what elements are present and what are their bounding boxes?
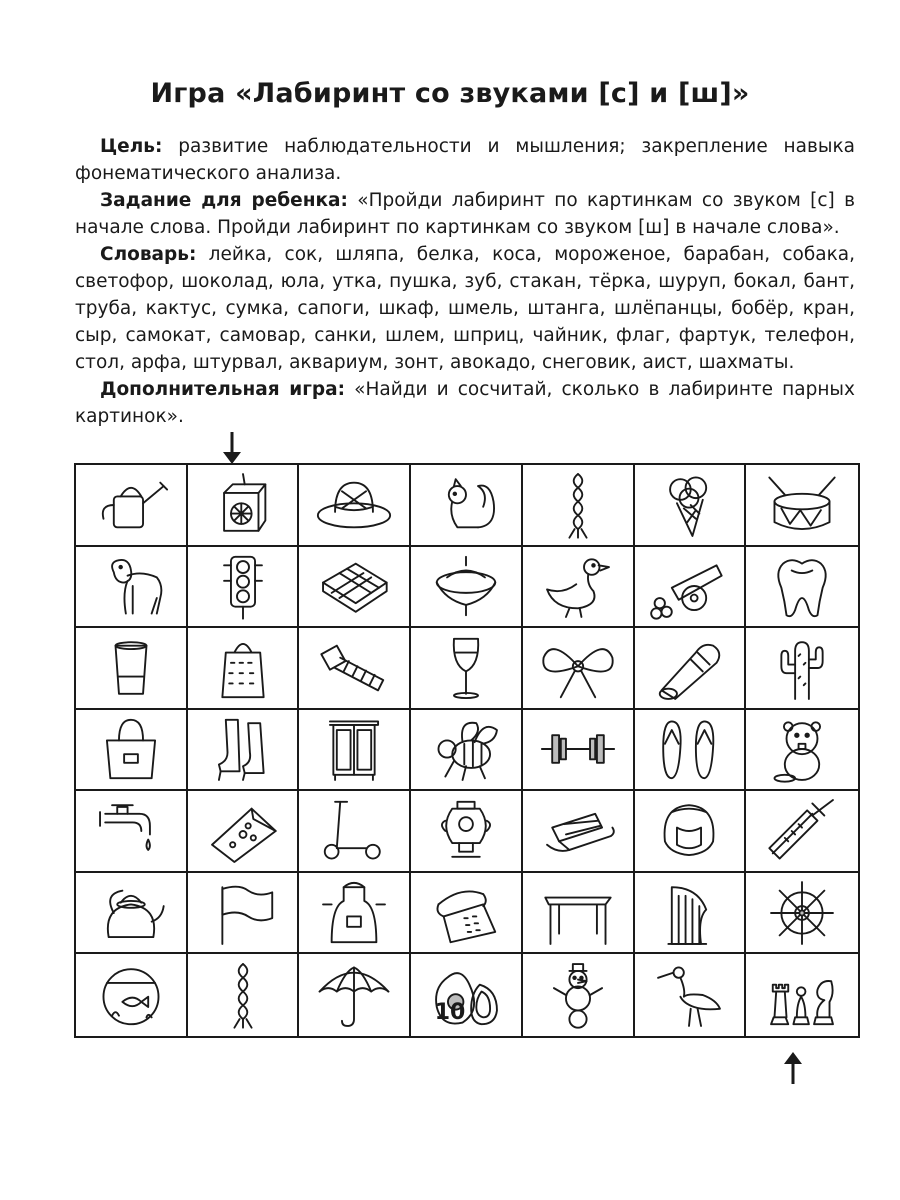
helmet-icon (646, 796, 732, 866)
maze-cell-r5-c2 (188, 791, 300, 873)
tooth-icon (759, 551, 845, 621)
beaver-icon (759, 714, 845, 784)
barbell-icon (535, 714, 621, 784)
page-number: 10 (434, 1000, 466, 1025)
maze-cell-r2-c6 (635, 547, 747, 629)
maze-cell-r6-c2 (188, 873, 300, 955)
squirrel-icon (423, 470, 509, 540)
ice-cream-icon (646, 470, 732, 540)
maze-cell-r4-c6 (635, 710, 747, 792)
duck-icon (535, 551, 621, 621)
maze-cell-r2-c5 (523, 547, 635, 629)
maze-cell-r4-c2 (188, 710, 300, 792)
trumpet-icon (646, 633, 732, 703)
maze-cell-r6-c6 (635, 873, 747, 955)
maze-cell-r3-c3 (299, 628, 411, 710)
samovar-icon (423, 796, 509, 866)
syringe-icon (759, 796, 845, 866)
maze-cell-r5-c4 (411, 791, 523, 873)
maze-cell-r6-c5 (523, 873, 635, 955)
maze-cell-r3-c6 (635, 628, 747, 710)
cactus-icon (759, 633, 845, 703)
extra-label: Дополнительная игра: (100, 379, 346, 400)
harp-icon (646, 878, 732, 948)
bumblebee-icon (423, 714, 509, 784)
maze-cell-r1-c1 (76, 465, 188, 547)
goal-label: Цель: (100, 136, 163, 157)
telephone-icon (423, 878, 509, 948)
maze-cell-r5-c7 (746, 791, 858, 873)
watering-can-icon (88, 470, 174, 540)
goal-text: развитие наблюдательности и мышления; закрепление навыка фонематического анализа. (75, 136, 855, 184)
cheese-icon (200, 796, 286, 866)
braid-icon (535, 470, 621, 540)
scooter-icon (311, 796, 397, 866)
wine-glass-icon (423, 633, 509, 703)
maze-cell-r4-c3 (299, 710, 411, 792)
screw-icon (311, 633, 397, 703)
maze-cell-r2-c2 (188, 547, 300, 629)
maze-cell-r6-c1 (76, 873, 188, 955)
task-text: «Пройди лабиринт по картинкам со звуком [с] в начале слова. Пройди лабиринт по картинкам со звуком [ш] в начале слова». (75, 190, 855, 238)
bow-icon (535, 633, 621, 703)
maze-cell-r3-c5 (523, 628, 635, 710)
maze-cell-r1-c6 (635, 465, 747, 547)
hat-icon (311, 470, 397, 540)
extra-text: «Найди и сосчитай, сколько в лабиринте парных картинок». (75, 379, 855, 427)
ship-wheel-icon (759, 878, 845, 948)
kettle-icon (88, 878, 174, 948)
maze-cell-r5-c3 (299, 791, 411, 873)
faucet-icon (88, 796, 174, 866)
extra-game-paragraph (75, 376, 855, 430)
maze-cell-r1-c2 (188, 465, 300, 547)
maze-cell-r6-c7 (746, 873, 858, 955)
maze-cell-r4-c1 (76, 710, 188, 792)
maze-grid (74, 463, 860, 1038)
maze-cell-r5-c6 (635, 791, 747, 873)
maze-cell-r1-c7 (746, 465, 858, 547)
maze-cell-r2-c7 (746, 547, 858, 629)
maze-cell-r2-c1 (76, 547, 188, 629)
drum-icon (759, 470, 845, 540)
maze-cell-r2-c4 (411, 547, 523, 629)
maze-cell-r3-c4 (411, 628, 523, 710)
cannon-icon (646, 551, 732, 621)
page-title: Игра «Лабиринт со звуками [с] и [ш]» (150, 78, 750, 109)
maze-cell-r4-c4 (411, 710, 523, 792)
flag-icon (200, 878, 286, 948)
dog-icon (88, 551, 174, 621)
traffic-light-icon (200, 551, 286, 621)
maze-cell-r6-c3 (299, 873, 411, 955)
maze-cell-r1-c3 (299, 465, 411, 547)
chocolate-icon (311, 551, 397, 621)
vocabulary-label: Словарь: (100, 244, 197, 265)
up-arrow-icon (780, 1050, 806, 1086)
sled-icon (535, 796, 621, 866)
vocabulary-text: лейка, сок, шляпа, белка, коса, мороженое, барабан, собака, светофор, шоколад, юла, утка, пушка, зуб, стакан, тёрка, шуруп, бокал, бант, труба, кактус, сумка, сапоги, шкаф, шмель, штанга, шлёпанцы, бобёр, кран, сыр, самокат, самовар, санки, шлем, шприц, чайник, флаг, фартук, телефон, стол, арфа, штурвал, аквариум, зонт, авокадо, снеговик, аист, шахматы. (75, 244, 855, 373)
spinning-top-icon (423, 551, 509, 621)
juice-box-icon (200, 470, 286, 540)
maze-cell-r5-c1 (76, 791, 188, 873)
maze-cell-r4-c7 (746, 710, 858, 792)
bag-icon (88, 714, 174, 784)
glass-icon (88, 633, 174, 703)
vocabulary-paragraph (75, 241, 855, 376)
boots-icon (200, 714, 286, 784)
wardrobe-icon (311, 714, 397, 784)
maze-cell-r4-c5 (523, 710, 635, 792)
task-paragraph (75, 187, 855, 241)
table-icon (535, 878, 621, 948)
maze-cell-r2-c3 (299, 547, 411, 629)
task-label: Задание для ребенка: (100, 190, 348, 211)
instructions (75, 133, 855, 430)
maze-cell-r3-c1 (76, 628, 188, 710)
maze-cell-r6-c4 (411, 873, 523, 955)
flip-flops-icon (646, 714, 732, 784)
grater-icon (200, 633, 286, 703)
goal-paragraph (75, 133, 855, 187)
maze-cell-r3-c7 (746, 628, 858, 710)
maze-cell-r5-c5 (523, 791, 635, 873)
apron-icon (311, 878, 397, 948)
maze-cell-r3-c2 (188, 628, 300, 710)
maze-cell-r1-c5 (523, 465, 635, 547)
down-arrow-icon (219, 430, 245, 466)
maze-cell-r1-c4 (411, 465, 523, 547)
